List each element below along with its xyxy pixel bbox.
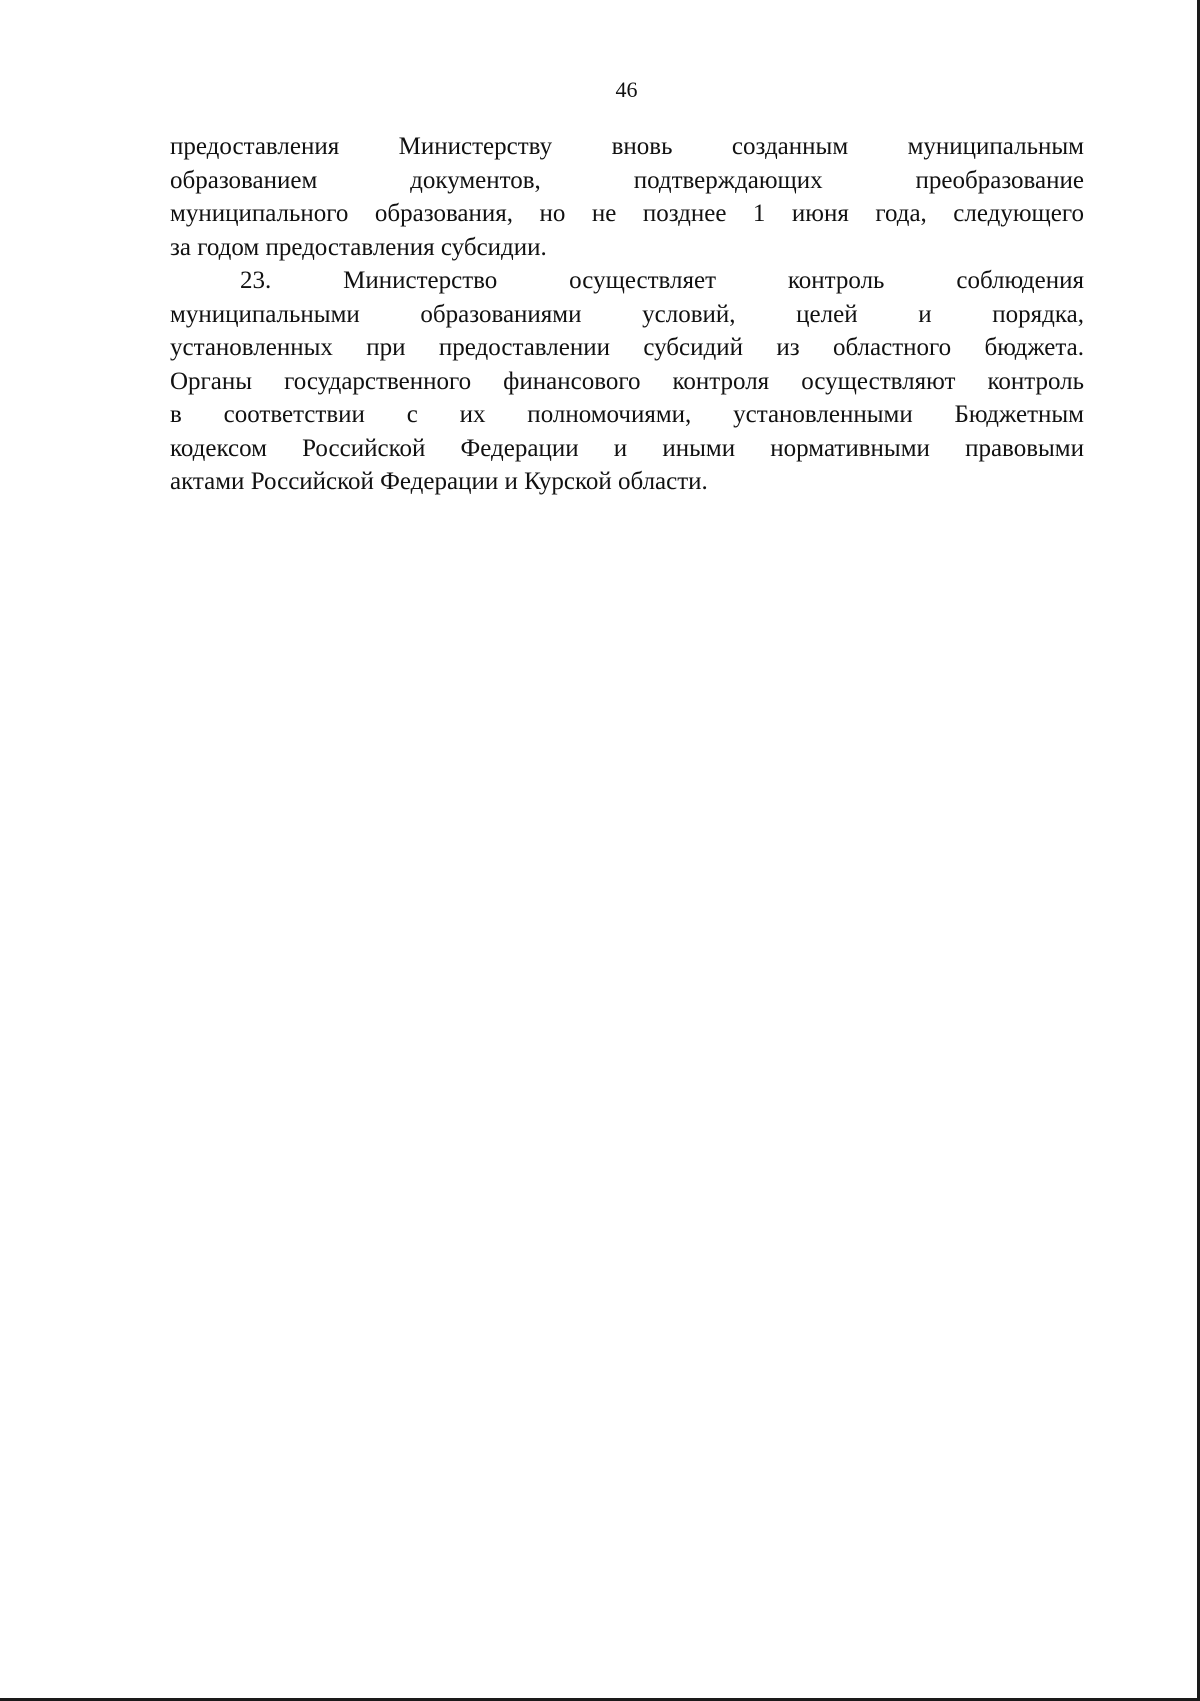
- text-line: образованием документов, подтверждающих преобразование: [170, 166, 1084, 194]
- text-line: муниципального образования, но не позднее 1 июня года, следующего: [170, 200, 1084, 227]
- text-line: кодексом Российской Федерации и иными нормативными правовыми: [170, 434, 1084, 462]
- paragraph-23-first-line: 23. Министерство осуществляет контроль соблюдения: [240, 267, 1084, 294]
- text-line: актами Российской Федерации и Курской области.: [170, 468, 708, 495]
- text-line: муниципальными образованиями условий, целей и порядка,: [170, 300, 1084, 328]
- page-number: 46: [615, 77, 638, 102]
- text-line: Органы государственного финансового контроля осуществляют контроль: [170, 367, 1084, 395]
- text-line: предоставления Министерству вновь созданным муниципальным: [170, 133, 1084, 160]
- text-line: за годом предоставления субсидии.: [170, 233, 547, 261]
- text-line: в соответствии с их полномочиями, установленными Бюджетным: [170, 401, 1084, 428]
- body-text: [170, 130, 1084, 499]
- text-line: установленных при предоставлении субсидий из областного бюджета.: [170, 334, 1084, 361]
